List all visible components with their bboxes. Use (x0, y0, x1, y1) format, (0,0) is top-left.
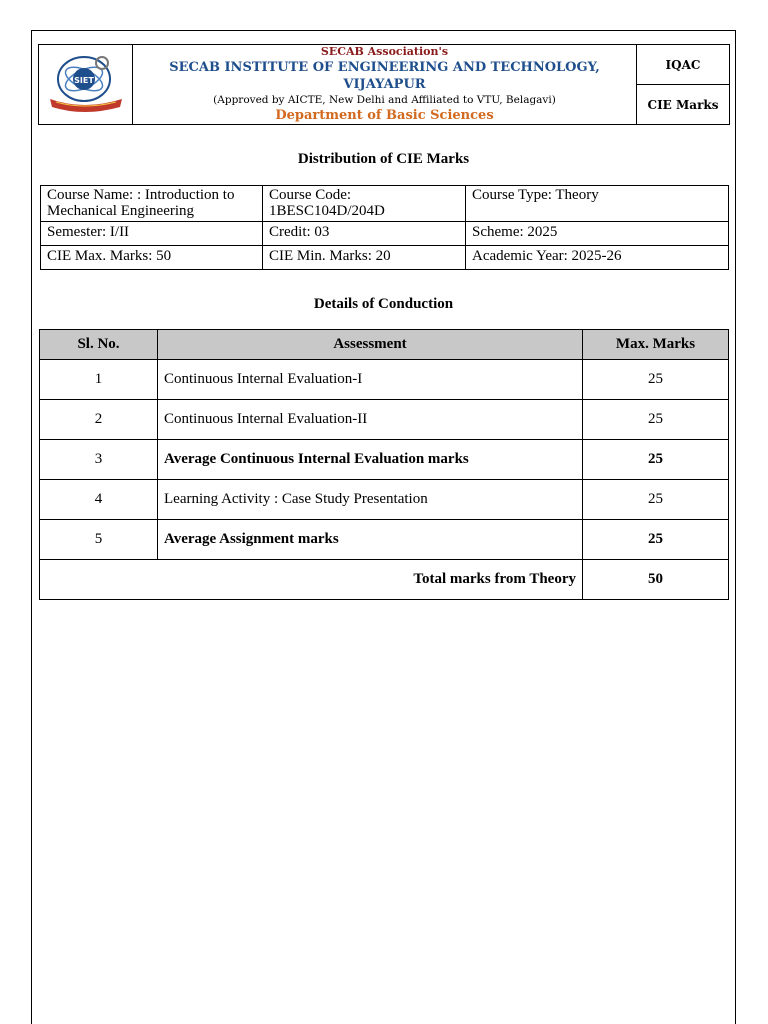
semester: Semester: I/II (41, 222, 263, 246)
row-max-marks: 25 (583, 520, 729, 560)
table-row (40, 440, 729, 480)
table-header-row (40, 330, 729, 360)
row-max-marks: 25 (583, 440, 729, 480)
row-max-marks: 25 (583, 360, 729, 400)
row-sl-no: 4 (40, 480, 158, 520)
cie-max-marks: CIE Max. Marks: 50 (41, 246, 263, 270)
row-assessment: Average Continuous Internal Evaluation marks (158, 440, 583, 480)
row-sl-no: 1 (40, 360, 158, 400)
academic-year: Academic Year: 2025-26 (466, 246, 729, 270)
scheme: Scheme: 2025 (466, 222, 729, 246)
conduction-table (39, 329, 729, 600)
row-max-marks: 25 (583, 400, 729, 440)
course-type: Course Type: Theory (466, 186, 729, 222)
iqac-label: IQAC (637, 45, 730, 85)
table-row (40, 480, 729, 520)
row-max-marks: 25 (583, 480, 729, 520)
table-row (40, 520, 729, 560)
cie-min-marks: CIE Min. Marks: 20 (263, 246, 466, 270)
row-assessment: Average Assignment marks (158, 520, 583, 560)
document-title: Distribution of CIE Marks (297, 151, 470, 167)
course-name: Course Name: : Introduction to Mechanical Engineering (41, 186, 263, 222)
header-sl-no: Sl. No. (40, 330, 158, 360)
total-label: Total marks from Theory (40, 560, 583, 600)
institute-name: SECAB INSTITUTE OF ENGINEERING AND TECHNOLOGY, VIJAYAPUR (169, 60, 600, 92)
letterhead (38, 44, 730, 125)
logo-cell (39, 45, 133, 125)
row-assessment: Continuous Internal Evaluation-II (158, 400, 583, 440)
row-assessment: Learning Activity : Case Study Presentation (158, 480, 583, 520)
total-row (40, 560, 729, 600)
row-assessment: Continuous Internal Evaluation-I (158, 360, 583, 400)
logo-text: SIET (73, 76, 94, 85)
course-code: Course Code: 1BESC104D/204D (263, 186, 466, 222)
approval-note: (Approved by AICTE, New Delhi and Affiliated to VTU, Belagavi) (213, 94, 556, 106)
total-value: 50 (583, 560, 729, 600)
association-name: SECAB Association's (320, 45, 449, 58)
table-row (40, 400, 729, 440)
conduction-title: Details of Conduction (313, 296, 454, 312)
department-name: Department of Basic Sciences (275, 108, 494, 123)
course-info-table (40, 185, 729, 270)
table-row (40, 360, 729, 400)
row-sl-no: 5 (40, 520, 158, 560)
institute-logo (44, 49, 128, 115)
header-max-marks: Max. Marks (583, 330, 729, 360)
header-assessment: Assessment (158, 330, 583, 360)
row-sl-no: 2 (40, 400, 158, 440)
row-sl-no: 3 (40, 440, 158, 480)
credit: Credit: 03 (263, 222, 466, 246)
institute-title-block (133, 45, 637, 125)
cie-marks-label: CIE Marks (637, 85, 730, 125)
